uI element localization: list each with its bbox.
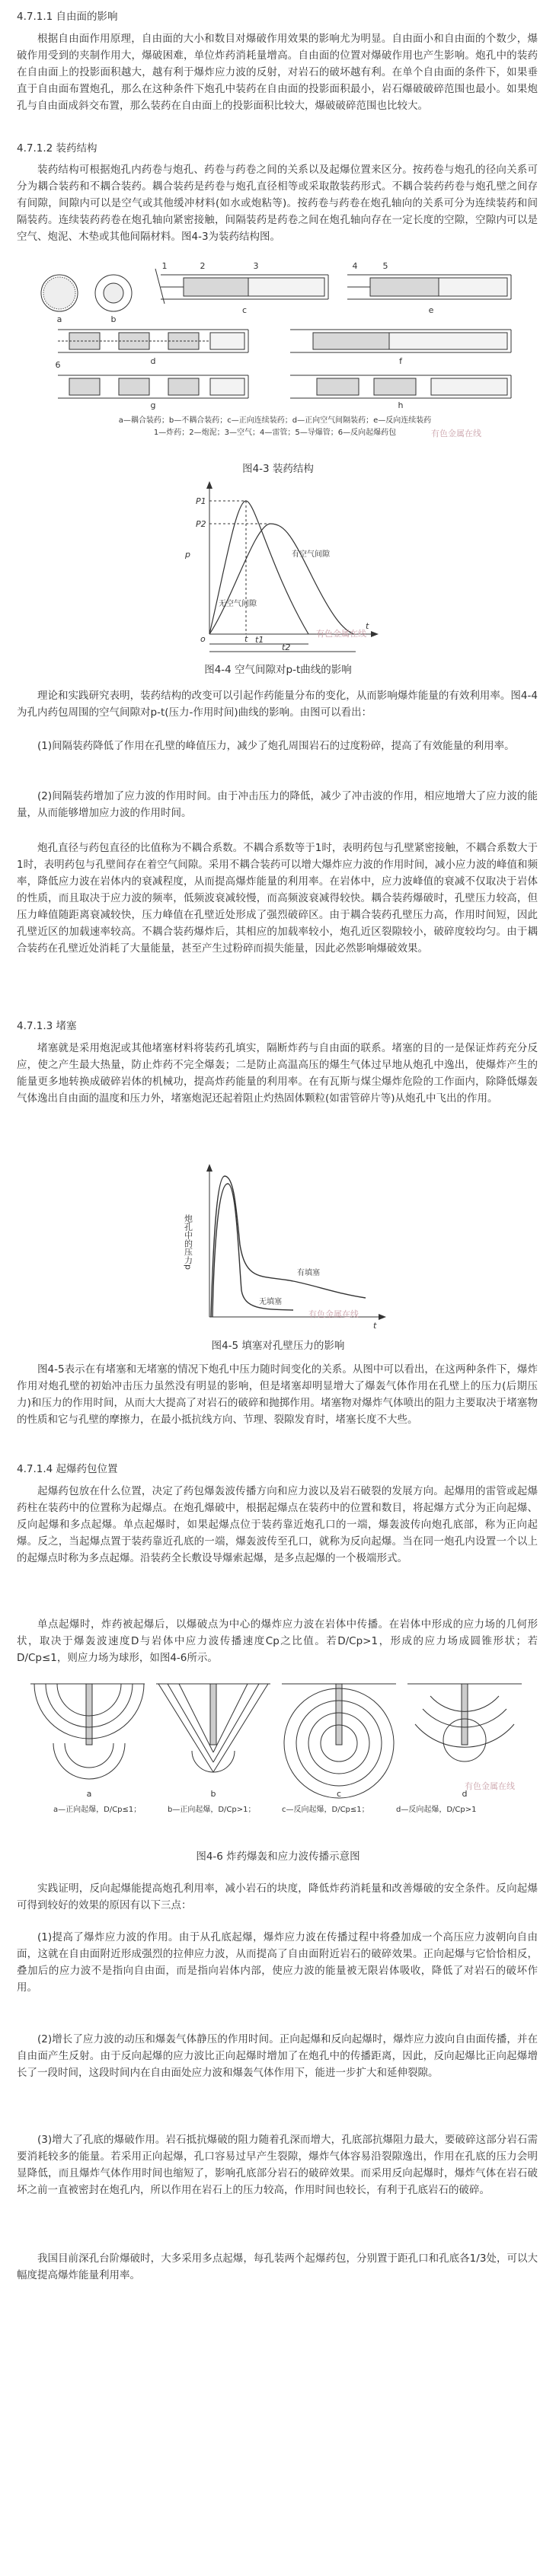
section-heading-free-face: 4.7.1.1 自由面的影响 [17,11,118,23]
fig46-legend-b: b—正向起爆，D/Cp>1； [168,1806,256,1814]
paragraph-reverse-initiation: 实践证明，反向起爆能提高炮孔利用率，减小岩石的块度，降低炸药消耗量和改善爆破的安全条件。反向起爆可得到较好的效果的原因有以下三点： [17,1883,538,1911]
fig46-legend-a: a—正向起爆，D/Cp≤1； [53,1806,142,1814]
list-item-reverse-3: (3)增大了孔底的爆破作用。岩石抵抗爆破的阻力随着孔深而增大，孔底部抗爆阻力最大，要破碎这部分岩石需要消耗较多的能量。若采用正向起爆，孔口容易过早产生裂隙，爆炸气体容易沿裂隙逸出，作用在孔底的压力会明显降低，而且爆炸气体作用时间也缩短了，影响孔底部分岩石的破碎效果。而采用反向起爆时，爆炸气体在岩石破坏之前一直被密封在炮孔内，所以作用在岩石上的压力较高，作用时间也较长，有利于孔底岩石的破碎。 [17,2134,538,2196]
fig46-label-a: a [86,1789,92,1799]
section-heading-stemming: 4.7.1.3 堵塞 [17,1020,77,1032]
figure-4-3-caption: 图4-3 装药结构 [242,463,314,475]
tick-p2: P2 [196,519,206,529]
watermark: 有色金属在线 [465,1781,515,1791]
fig46-legend-c: c—反向起爆，D/Cp≤1； [282,1806,369,1814]
fig43-label-1: 1 [161,261,168,271]
x-axis-arrow [379,1314,386,1320]
x-axis-label: t [366,621,369,631]
paragraph-stemming: 堵塞就是采用炮泥或其他堵塞材料将装药孔填实，隔断炸药与自由面的联系。堵塞的目的一是保证炸药充分反应，使之产生最大热量，防止炸药不完全爆轰；二是防止高温高压的爆生气体过早地从炮孔中逸出，使爆炸产生的能量更多地转换成破碎岩体的机械功，提高炸药能量的利用率。在有瓦斯与煤尘爆炸危险的工作面内，除降低爆轰气体逸出自由面的温度和压力外，堵塞炮泥还起着阻止灼热固体颗粒(如雷管碎片等)从炮孔中飞出的作用。 [17,1042,538,1105]
curve-no-air-gap [209,501,308,634]
figure-4-5-caption: 图4-5 填塞对孔壁压力的影响 [211,1340,345,1352]
label-with-air-gap: 有空气间隙 [292,550,330,559]
figure-4-6-caption: 图4-6 炸药爆轰和应力波传播示意图 [196,1851,360,1863]
fig43-label-6: 6 [55,360,61,370]
list-item-reverse-1: (1)提高了爆炸应力波的作用。由于从孔底起爆，爆炸应力波在传播过程中将叠加成一个高压应力波朝向自由面，这就在自由面附近形成强烈的拉伸应力波，从而提高了自由面附近岩石的破碎效果。正向起爆与它恰恰相反，叠加后的应力波不是指向自由面，而是指向岩体内部，使应力波的能量被无限岩体吸收，降低了对岩石的破坏作用。 [17,1931,538,1994]
wave-diagram-d [407,1684,522,1761]
figure-4-5-stemming-pressure [164,1161,392,1328]
charge-g-diagram [58,375,248,398]
tick-p1: P1 [196,496,206,506]
figure-4-4-caption: 图4-4 空气间隙对p-t曲线的影响 [204,664,352,676]
section-heading-charge-structure: 4.7.1.2 装药结构 [17,142,97,155]
fig43-label-3: 3 [253,261,259,271]
fig43-label-a: a [56,314,62,324]
y-axis-label: p [185,550,190,560]
figure-4-3-charge-structure [27,253,522,444]
wave-diagram-a [30,1684,145,1779]
paragraph-stemming-effect: 图4-5表示在有堵塞和无堵塞的情况下炮孔中压力随时间变化的关系。从图中可以看出，在这两种条件下，爆炸作用对炮孔壁的初始冲击压力虽然没有明显的影响，但是堵塞却明显增大了爆轰气体作用在孔壁上的压力(后期压力)和压力的作用时间，从而大大提高了对岩石的破碎和抛掷作用。堵塞物对爆炸气体喷出的阻力主要取决于堵塞物的性质和它与孔壁的摩擦力，在最小抵抗线方向、节理、裂隙发育时，堵塞长度不大些。 [17,1363,538,1426]
tick-t2: t2 [282,642,291,652]
paragraph-air-gap-effect: 理论和实践研究表明，装药结构的改变可以引起作药能量分布的变化，从而影响爆炸能量的有效利用率。图4-4为孔内药包周围的空气间隙对p-t(压力-作用时间)曲线的影响。由图可以看出： [17,690,538,719]
wave-diagram-b [156,1684,270,1772]
curve-without-stemming [212,1184,293,1317]
y-axis-arrow [206,481,212,489]
paragraph-decoupling: 炮孔直径与药包直径的比值称为不耦合系数。不耦合系数等于1时，表明药包与孔壁紧密接触，不耦合系数大于1时，表明药包与孔壁间存在着空气间隙。采用不耦合装药可以增大爆炸应力波的作用时间，减小应力波的峰值和频率，降低应力波在岩体内的衰减程度，从而提高爆炸能量的利用率。在岩体中，应力波峰值的衰减不仅取决于岩体的性质，而且取决于应力波的频率，低频波衰减较慢，而高频波衰减得较快。耦合装药爆破时，孔壁压力较高，但压力峰值随距离衰减较快，压力峰值在孔壁近处形成了强烈破碎区。由于耦合装药孔壁压力高，作用时间短，因此孔壁近区的加载速率较高。不耦合装药爆炸后，其相应的加载率较小，炮孔近区裂隙较小，破碎度较均匀。由于耦合装药在孔壁近处消耗了大量能量，甚至产生过粉碎而损失能量，因此必然影响爆破效果。 [17,842,538,955]
fig43-legend-1: a—耦合装药；b—不耦合装药；c—正向连续装药；d—正向空气间隔装药；e—反向连续装药 [118,416,432,425]
fig43-label-h: h [398,400,404,410]
charge-e-diagram [347,275,511,299]
fig43-label-e: e [428,305,434,315]
watermark: 有色金属在线 [308,1309,359,1319]
label-no-air-gap: 无空气间隙 [219,600,257,608]
paragraph-charge-structure: 装药结构可根据炮孔内药卷与炮孔、药卷与药卷之间的关系以及起爆位置来区分。按药卷与炮孔的径向关系可分为耦合装药和不耦合装药。耦合装药是药卷与炮孔直径相等或采取散装药形式。不耦合装药药卷与炮孔壁之间存有间隙，间隙内可以是空气或其他缓冲材料(如水或炮粘等)。按药卷与药卷在炮孔轴向的关系可分为连续装药和间隔装药。连续装药药卷在炮孔轴向紧密接触，间隔装药是药卷之间在炮孔轴向存在一定长度的空隙，空隙内可以是空气、炮泥、木垫或其他间隔材料。图4-3为装药结构图。 [17,164,538,243]
tick-t: t [244,634,248,644]
fig43-label-d: d [150,356,156,366]
coupled-charge-explosive [43,277,75,309]
fig46-label-b: b [210,1789,216,1799]
tick-origin: o [200,634,206,644]
paragraph-free-face: 根据自由面作用原理，自由面的大小和数目对爆破作用效果的影响尤为明显。自由面小和自由面的个数少，爆破作用受到的夹制作用大，爆破困难，单位炸药消耗量增高。自由面的位置对爆破作用也产生影响。炮孔中的装药在自由面上的投影面积越大，越有利于爆炸应力波的反射，对岩石的破坏越有利。在单个自由面的条件下，如果垂直于自由面布置炮孔，那么在这种条件下炮孔中装药在自由面的投影面积最小，岩石爆破破碎范围也最小。如果炮孔与自由面成斜交布置，那么装药在自由面上的投影面积比较大，爆破破碎范围也比较大。 [17,33,538,112]
fig46-label-d: d [462,1789,468,1799]
y-axis-arrow [206,1164,212,1172]
figure-4-4-pt-curve [179,478,385,653]
fig43-legend-2: 1—炸药；2—炮泥；3—空气；4—雷管；5—导爆管；6—反向起爆药包 [153,429,397,437]
list-item-1: (1)间隔装药降低了作用在孔壁的峰值压力，减少了炮孔周围岩石的过度粉碎，提高了有效能量的利用率。 [37,740,515,752]
tick-t1: t1 [255,635,264,645]
x-axis-arrow [371,631,379,637]
x-axis-label: t [373,1321,377,1328]
list-item-reverse-2: (2)增长了应力波的动压和爆轰气体静压的作用时间。正向起爆和反向起爆时，爆炸应力波向自由面传播，并在自由面产生反射。由于反向起爆的应力波比正向起爆时增加了在炮孔中的传播距离，因此，反向起爆比正向起爆增长了一段时间，这段时间内在自由面处应力波和爆轰气体作用下，能进一步扩大和延伸裂隙。 [17,2033,538,2079]
charge-h-diagram [290,375,511,398]
paragraph-primer-position: 起爆药包放在什么位置，决定了药包爆轰波传播方向和应力波以及岩石破裂的发展方向。起爆用的雷管或起爆药柱在装药中的位置称为起爆点。在炮孔爆破中，根据起爆点在装药中的位置和数目，将起爆方式分为正向起爆、反向起爆和多点起爆。单点起爆时，如果起爆点位于装药靠近炮孔口的一端，爆轰波传向炮孔底部，称为正向起爆。反之，当起爆点置于装药靠近孔底的一端，爆轰波传至孔口，就称为反向起爆。当在同一炮孔内设置一个以上的起爆点时称为多点起爆。沿装药全长敷设导爆索起爆，是多点起爆的一个极端形式。 [17,1485,538,1564]
decoupled-charge-explosive [104,283,123,303]
charge-d-diagram [58,330,248,352]
list-item-2: (2)间隔装药增加了应力波的作用时间。由于冲击压力的降低，减少了冲击波的作用，相应地增大了应力波的能量，从而能够增加应力波的作用时间。 [17,790,538,819]
fig46-legend-d: d—反向起爆，D/Cp>1 [396,1806,477,1814]
charge-c-diagram [155,269,328,304]
label-with-stemming: 有填塞 [297,1269,320,1277]
paragraph-single-point: 单点起爆时，炸药被起爆后，以爆破点为中心的爆炸应力波在岩体中传播。在岩体中形成的应力场的几何形状，取决于爆轰波速度D与岩体中应力波传播速度Cp之比值。若D/Cp>1，形成的应力场成圆锥形状；若D/Cp≤1，则应力场为球形，如图4-6所示。 [17,1618,538,1664]
watermark: 有色金属在线 [316,629,366,639]
figure-4-6-stress-wave [23,1667,533,1816]
fig43-label-f: f [399,356,402,366]
curve-with-stemming [211,1176,366,1317]
fig43-label-2: 2 [200,261,206,271]
fig43-label-5: 5 [382,261,388,271]
fig43-label-b: b [110,314,117,324]
charge-f-diagram [290,330,511,352]
curve-with-air-gap [209,524,354,634]
fig43-label-g: g [150,400,156,410]
label-without-stemming: 无填塞 [259,1298,282,1306]
fig43-label-c: c [241,305,248,315]
wave-diagram-c [282,1684,396,1798]
section-heading-primer-position: 4.7.1.4 起爆药包位置 [17,1463,118,1475]
y-axis-label: 炮孔中的压力p [183,1214,193,1270]
fig46-label-c: c [336,1789,342,1799]
watermark: 有色金属在线 [431,429,481,438]
paragraph-multi-point: 我国目前深孔台阶爆破时，大多采用多点起爆，每孔装两个起爆药包，分别置于距孔口和孔底各1/3处，可以大幅度提高爆炸能量利用率。 [17,2252,538,2281]
fig43-label-4: 4 [352,261,358,271]
